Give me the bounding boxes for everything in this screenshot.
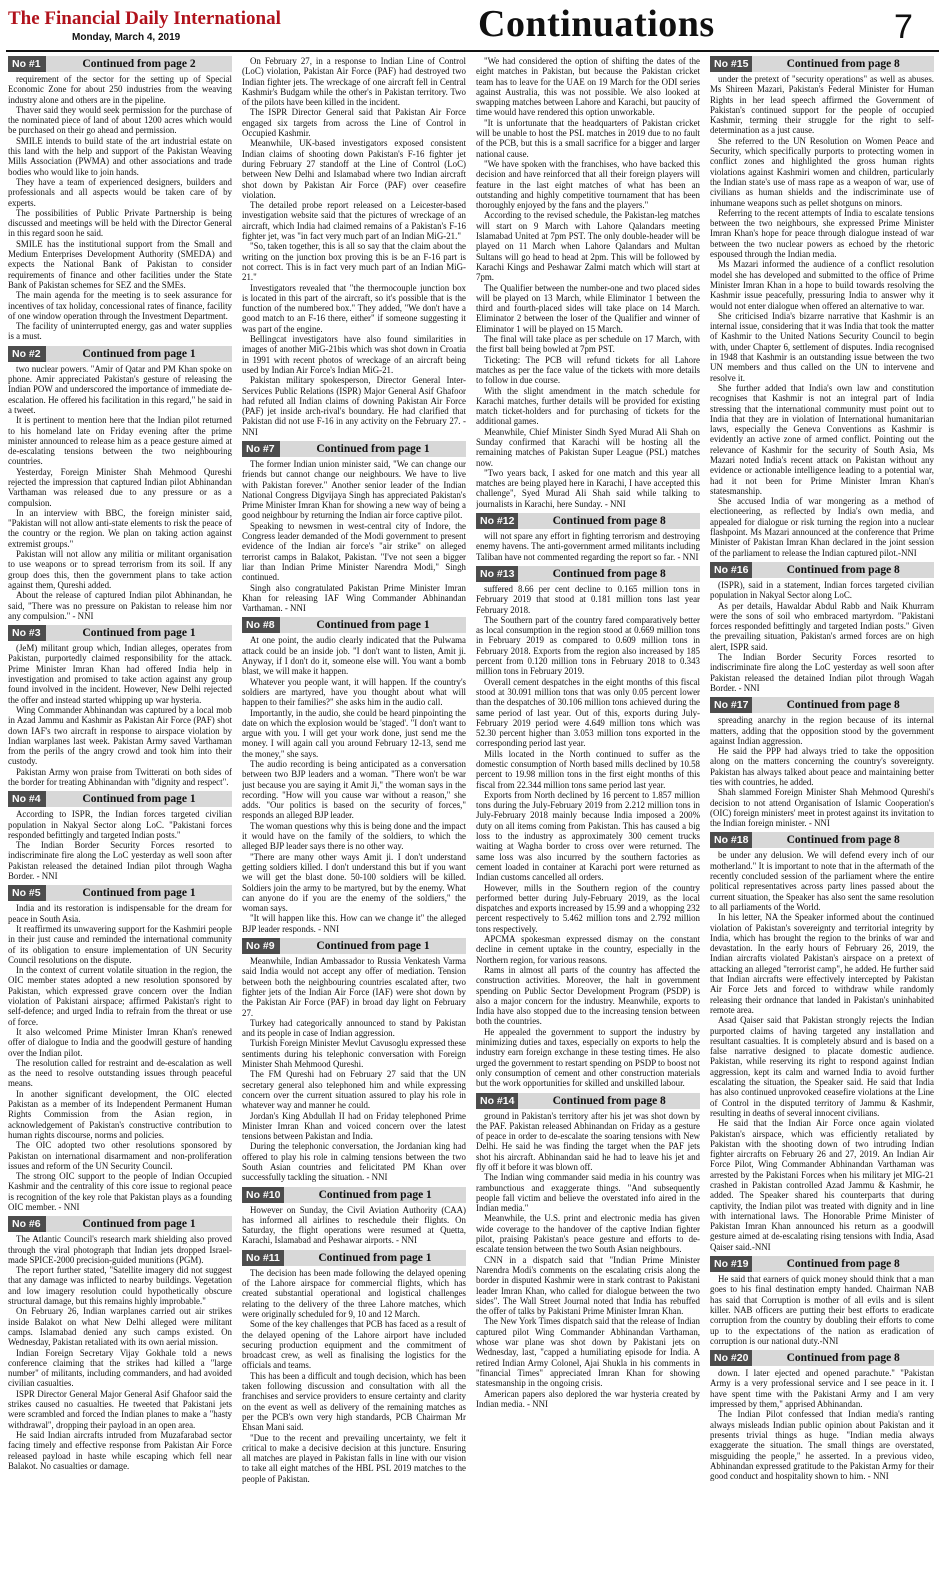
paragraph: SMILE has the institutional support from the Small and Medium Enterprises Development Authority (SMEDA) and expects the National Bank of Pakistan to consider requirements of finance and other facilities under the State Bank of Pakistan schemes for SEZ and the SMEs. — [8, 238, 232, 290]
article-number: No #6 — [8, 1216, 46, 1232]
paragraph: The main agenda for the meeting is to seek assurance for incentives of tax holiday, concessional rates of finance, facility of one window operation through the Investment Department. — [8, 290, 232, 321]
article-title: Continued from page 8 — [786, 58, 900, 70]
article-title: Continued from page 8 — [786, 699, 900, 712]
article-title: Continued from page 2 — [82, 58, 196, 70]
paragraph: She criticised India's bizarre narrative that Kashmir is an internal issue, considering that it was India that took the matter of Kashmir to the United Nations Security Council to begin with, under Chapter 6, settlement of disputes. India recognised in 1948 that Kashmir is an outstanding issue between the two UN members and thus called on the UN to intervene and resolve it. — [710, 310, 934, 383]
paragraph: The former Indian union minister said, "We can change our friends but cannot change our neighbours. We have to live with Pakistan forever." Another senior leader of the Indian National Congress Digvijaya Singh has appreciated Pakistan's Prime Minister Imran Khan for showing a new way of being a good neighbour by returning the Indian air force captive pilot. — [242, 458, 466, 521]
article — [242, 1250, 466, 1484]
article-number: No #19 — [710, 1256, 752, 1272]
article-body — [8, 74, 232, 342]
article-body — [8, 364, 232, 621]
column-4 — [710, 56, 934, 1573]
paragraph: During the telephonic conversation, the Jordanian king had offered to play his role in calming tensions between the two South Asian countries and felicitated PM Khan over successfully tackling the situation. - NNI — [242, 1141, 466, 1183]
paragraph: Wing Commander Abhinandan was captured by a local mob in Azad Jammu and Kashmir as Pakistan Air Force (PAF) shot down IAF's two aircraft in response to airspace violation by Indian warplanes last week. Pakistan Army saved Varthaman from the perils of the angry crowd and took him into their custody. — [8, 704, 232, 767]
paragraph: The resolution called for restraint and de-escalation as well as the need to resolve outstanding issues through peaceful means. — [8, 1057, 232, 1089]
paragraph: Mills located in the North continued to suffer as the domestic consumption of North based mills declined by 10.58 percent to 19.98 million tons in the first eight months of this fiscal from 22.344 million tons same period last year. — [476, 748, 700, 790]
article-title: Continued from page 8 — [786, 563, 900, 576]
paragraph: Jordan's King Abdullah II had on Friday telephoned Prime Minister Imran Khan and voiced concern over the latest tensions between Pakistan and India. — [242, 1110, 466, 1142]
paragraph: It also welcomed Prime Minister Imran Khan's renewed offer of dialogue to India and the goodwill gesture of handing over the Indian pilot. — [8, 1026, 232, 1058]
paragraph: The audio recording is being anticipated as a conversation between two BJP leaders and a woman. "There won't be war just because you are saying it Amit Ji," the woman says in the recording. "How will you cause war without a reason," she adds. "Our politics is based on the security of forces," responds an alleged BJP leader. — [242, 759, 466, 821]
article-header — [710, 562, 934, 578]
article-title: Continued from page 8 — [786, 1352, 900, 1365]
paragraph: Ms Mazari informed the audience of a conflict resolution model she has developed and submitted to the office of Prime Minister Imran Khan in a hope to build towards resolving the Kashmir issue peacefully, pressuring India to answer why it would not enter dialogue when offered an alternative to war. — [710, 259, 934, 311]
article — [242, 1187, 466, 1246]
article-number: No #5 — [8, 885, 46, 901]
paragraph: The Indian Pilot confessed that Indian media's ranting always misleads Indian public opinion about Pakistan and it presents trivial things as huge. "Indian media always exaggerate the situation. The small things are overstated, misguiding the people," he asserted. In a previous video, Abhinandan expressed gratitude to the Pakistan Army for their good conduct and hospitality shown to him. - NNI — [710, 1409, 934, 1482]
article — [710, 1350, 934, 1481]
article-title: Continued from page 1 — [82, 1218, 196, 1231]
paragraph: About the release of captured Indian pilot Abhinandan, he said, "There was no pressure on Pakistan to release him nor any compulsion." - NNI — [8, 590, 232, 621]
article-body — [710, 74, 934, 558]
paragraph: Indian Foreign Secretary Vijay Gokhale told a news conference claiming that the strikes had killed a "large number" of militants, including commanders, and had avoided civilian casualties. — [8, 1347, 232, 1389]
article-body — [476, 584, 700, 1089]
paragraph: "We had considered the option of shifting the dates of the eight matches in Pakistan, but because the Pakistan cricket team has to leave for the UAE on 19 March for the ODI series against Australia, this was not possible. We also looked at swapping matches between Lahore and Karachi, but paucity of time would have rendered this option unworkable. — [476, 56, 700, 118]
article-header — [8, 346, 232, 362]
paragraph: The final will take place as per schedule on 17 March, with the first ball being bowled at 7pm PST. — [476, 334, 700, 355]
article-number: No #15 — [710, 56, 752, 72]
article-title: Continued from page 1 — [318, 1188, 432, 1201]
paragraph: Thaver said they would seek permission for the purchase of the nominated piece of land of about 1200 acres which would be purchased on their go ahead and permission. — [8, 104, 232, 136]
paragraph: spreading anarchy in the region because of its internal matters, adding that the opposition stood by the government against Indian aggression. — [710, 715, 934, 746]
paragraph: The New York Times dispatch said that the release of Indian captured pilot Wing Commander Abhinandan Varthaman, whose war plane was shot down by Pakistani jets on Wednesday, last, "capped a humiliating episode for India. A retired Indian Army Colonel, Ajai Shukla in his comments in "financial Times" appreciated Imran Khan for showing statesmanship in the ongoing crisis. — [476, 1316, 700, 1389]
paragraph: Pakistan will not allow any militia or militant organisation to use weapons or to spread terrorism from its soil. If any group does this, then the government plans to take action against them, Qureshi added. — [8, 549, 232, 590]
paragraph: The woman questions why this is being done and the impact it would have on the family of the soldiers, to which the alleged BJP leader says there is no other way. — [242, 820, 466, 852]
paragraph: Meanwhile, the U.S. print and electronic media has given wide coverage to the handover of the captive Indian fighter pilot, praising Pakistan's peace gesture and efforts to de-escalate tension between the two South Asian neighbours. — [476, 1213, 700, 1255]
paragraph: However, mills in the Southern region of the country performed better during July-February 2019, as the local dispatches and exports increased by 15.99 and a whopping 232 percent respectively to 5.462 million tons and 2.792 million tons respectively. — [476, 882, 700, 934]
paragraph: The ISPR Director General said that Pakistan Air Force engaged six targets from across the Line of Control in Occupied Kashmir. — [242, 107, 466, 139]
article-body — [476, 56, 700, 509]
article-header — [476, 513, 700, 529]
article — [710, 562, 934, 693]
paragraph: Turkish Foreign Minister Mevlut Cavusoglu expressed these sentiments during his telephonic conversation with Foreign Minister Shah Mehmood Qureshi. — [242, 1038, 466, 1070]
article-body — [476, 1111, 700, 1410]
article-title: Continued from page 8 — [552, 1094, 666, 1107]
paragraph: This has been a difficult and tough decision, which has been taken following discussion and consultation with all the franchises and service providers to ensure certainty and clarity on the event as well as delivery of the remaining matches as per the PCB's own very high standards, PCB Chairman Mr Ehsan Mani said. — [242, 1370, 466, 1433]
article-header — [8, 1216, 232, 1232]
paragraph: The OIC adopted two other resolutions sponsored by Pakistan on international disarmament and non-proliferation issues and reform of the UN Security Council. — [8, 1140, 232, 1171]
paragraph: Meanwhile, Indian Ambassador to Russia Venkatesh Varma said India would not accept any offer of mediation. Tension between both the neighbouring countries escalated after, two fighter jets of the Indian Air Force (IAF) were shot down by the Pakistan Air Force (PAF) in broad day light on February 27. — [242, 956, 466, 1018]
paragraph: He said that the Indian Air Force once again violated Pakistan's airspace, which was efficiently retaliated by Pakistan with the shooting down of two intruding Indian fighter aircrafts on February 26 and 27, 2019. An Indian Air Force Pilot, Wing Commander Abhinandan Varthaman was arrested by the Pakistani Forces when his military jet MIG-21 crashed in Pakistan controlled Azad Jammu & Kashmir, he added. The Speaker shared his counterparts that during captivity, the Indian pilot was treated with dignity and in line with international laws. The Honorable Prime Minister of Pakistan Imran Khan announced his return as a goodwill gesture aimed at de-escalating rising tensions with India, Asad Qaiser said.-NNI — [710, 1118, 934, 1252]
paragraph: "It is unfortunate that the headquarters of Pakistan cricket will be unable to host the PSL matches in 2019 due to no fault of the PCB, but this is a small sacrifice for a bigger and larger national cause. — [476, 117, 700, 159]
article — [8, 791, 232, 881]
column-1 — [8, 56, 232, 1573]
article-body — [242, 635, 466, 934]
paragraph: The Atlantic Council's research mark shielding also proved through the viral photograph that Indian jets dropped Israel-made SPICE-2000 precision-guided munitions (PGM). — [8, 1234, 232, 1265]
article-number: No #17 — [710, 697, 752, 713]
article-number: No #14 — [476, 1093, 518, 1109]
issue-date: Monday, March 4, 2019 — [72, 32, 181, 43]
article-body — [242, 459, 466, 613]
column-3 — [476, 56, 700, 1573]
article-header — [242, 938, 466, 954]
article-header — [710, 1256, 934, 1272]
paragraph: "It will happen like this. How can we change it" the alleged BJP leader responds. - NNI — [242, 913, 466, 934]
article-number: No #8 — [242, 617, 280, 633]
paragraph: "We have spoken with the franchises, who have backed this decision and have reinforced that all their foreign players will feature in the last eight matches of what has been an outstanding and highly competitive tournament that has been thoroughly enjoyed by the fans and the players." — [476, 158, 700, 211]
paragraph: In his letter, NA the Speaker informed about the continued violation of Pakistan's sovereignty and territorial integrity by India, which has brought the region to the brinks of war and devastation. In the early hours of February 26, 2019, the Indian aircrafts violated Pakistan's airspace on a pretext of attacking an alleged "terrorist camp", he added. He further said that Indian aircrafts were effectively intercepted by Pakistan Air Force Jets and forced to withdraw while randomly releasing their ordnance that landed in Pakistan's uninhabited remote area. — [710, 912, 934, 1015]
article-title: Continued from page 8 — [786, 834, 900, 847]
paragraph: On February 27, in a response to Indian Line of Control (LoC) violation, Pakistan Air Force (PAF) had destroyed two Indian fighter jets. The wreckage of one aircraft fell in Central Kashmir's Budgam while the other's in Pakistan territory. Two of the pilots have been killed in the incident. — [242, 56, 466, 108]
article — [8, 346, 232, 621]
article-header — [476, 1093, 700, 1109]
paragraph: On February 26, Indian warplanes carried out air strikes inside Balakot on what New Delhi alleged were militant camps. Islamabad denied any such camps existed. On Wednesday, Pakistan retaliated with its own aerial mission. — [8, 1306, 232, 1348]
article-header — [242, 441, 466, 457]
article-number: No #16 — [710, 562, 752, 578]
article — [8, 1216, 232, 1471]
article-title: Continued from page 1 — [318, 1251, 432, 1264]
paragraph: As per details, Hawaldar Abdul Rabb and Naik Khurram were the sons of soil who embraced martyrdom. "Pakistani forces responded befittingly and targeted Indian posts." Given the prevailing situation, Pakistan's armed forces are on high alert, ISPR said. — [710, 600, 934, 652]
article-body — [476, 531, 700, 562]
article-number: No #20 — [710, 1350, 752, 1366]
paragraph: The report further stated, "Satellite imagery did not suggest that any damage was inflicted to nearby buildings. Vegetation and low imagery resolution could hypothetically obscure structural damage, but this remains highly improbable." — [8, 1265, 232, 1307]
paragraph: Some of the key challenges that PCB has faced as a result of the delayed opening of the Lahore airport have included securing production equipment and the commitment of broadcast crew, as well as finalising the logistics for the officials and teams. — [242, 1319, 466, 1371]
article-title: Continued from page 1 — [316, 619, 430, 632]
paragraph: In the context of current volatile situation in the region, the OIC member states adopted a new resolution sponsored by Pakistan, which expressed grave concern over the Indian violation of Pakistani airspace; affirmed Pakistan's right to self-defence; and urged India to refrain from the threat or use of force. — [8, 965, 232, 1027]
article-header — [8, 56, 232, 72]
article-number: No #2 — [8, 346, 46, 362]
columns-container — [8, 56, 938, 1573]
paragraph: She referred to the UN Resolution on Women Peace and Security, which specifically purports to protecting women in conflict zones and highlighted the gross human rights violations against Kashmiri women and children, particularly the Indian state's use of mass rape as a weapon of war, use of civilians as human shields and the indiscriminate use of inhumane weapons such as pellet shotguns on minors. — [710, 135, 934, 208]
article-body — [710, 1274, 934, 1346]
paragraph: She further added that India's own law and constitution recognises that Kashmir is not an integral part of India stressing that the international community must point out to India that they are in violation of International humanitarian laws, especially the Geneva Conventions as Kashmir is evidently an active zone of armed conflict. Pointing out the relevance of Kashmir for the security of South Asia, Ms Mazari noted India's recent attack on Pakistan without any evidence or actionable intelligence leading to a potential war, had it not been for Prime Minister Imran Khan's statesmanship. — [710, 382, 934, 496]
article-header — [242, 1250, 466, 1266]
paragraph: two nuclear powers. "Amir of Qatar and PM Khan spoke on phone. Amir appreciated Pakistan's gesture of releasing the Indian POW and underscored the importance of immediate de-escalation. He offered his facilitation in this regard," he said in a tweet. — [8, 363, 232, 415]
paragraph: He said the PPP had always tried to take the opposition along on the matters concerning the country's sovereignty. Pakistan has always talked about peace and maintaining better ties with countries, he added. — [710, 746, 934, 787]
article-number: No #11 — [242, 1250, 284, 1266]
paragraph: The facility of uninterrupted energy, gas and water supplies is a must. — [8, 321, 232, 342]
paragraph: The detailed probe report released on a Leicester-based investigation website said that the pictures of wreckage of an aircraft, which India had claimed remains of a Pakistan's F-16 fighter jet, was "in fact very much part of an Indian MiG-21." — [242, 200, 466, 242]
article-header — [710, 697, 934, 713]
article — [710, 697, 934, 828]
paragraph: be under any delusion. We will defend every inch of our motherland." It is important to note that in the aftermath of the recently concluded session of the parliament where the entire political representatives across party lines passed about the current situation, the Speaker has also sent the same resolution to all parliaments of the World. — [710, 850, 934, 912]
article — [8, 56, 232, 342]
article-body — [242, 956, 466, 1183]
article-body — [242, 1268, 466, 1484]
article-header — [710, 1350, 934, 1366]
paragraph: He said Indian aircrafts intruded from Muzafarabad sector facing timely and effective response from Pakistan Air Force released payload in haste while escaping which fell near Balakot. No casualties or damage. — [8, 1429, 232, 1471]
article-number: No #10 — [242, 1187, 284, 1203]
paragraph: Importantly, in the audio, she could be heard pinpointing the date on which the explosion would be 'staged'. "I don't want to argue with you. I will get your work done, just send me the money. I will again call you around February 12-13, send me the money," she says. — [242, 707, 466, 759]
masthead-rule — [6, 50, 939, 52]
article — [476, 56, 700, 509]
paragraph: They have a team of experienced designers, builders and professionals and all aspects would be taken care of by experts. — [8, 176, 232, 208]
paragraph: He appealed the government to support the industry by minimizing duties and taxes, especially on exports to help the industry earn foreign exchange in these testing times. He also urged the government to restart spending on PSDP to boost not only consumption of cement and other construction materials but the work opportunities for skilled and unskilled labour. — [476, 1026, 700, 1089]
article — [242, 56, 466, 437]
masthead — [0, 0, 945, 48]
article — [476, 513, 700, 562]
paragraph: "Two years back, I asked for one match and this year all matches are being played here in Karachi, I have accepted this challenge", Syed Murad Ali Shah said while talking to journalists in Karachi, here Sunday. - NNI — [476, 467, 700, 509]
article-body — [710, 715, 934, 828]
article-number: No #12 — [476, 513, 518, 529]
article-number: No #7 — [242, 441, 280, 457]
paragraph: The strong OIC support to the people of Indian Occupied Kashmir and the centrality of this core issue to regional peace is recognition of the key role that Pakistan plays as a founding OIC member. - NNI — [8, 1171, 232, 1212]
paragraph: Overall cement despatches in the eight months of this fiscal stood at 30.091 million tons that was only 0.05 percent lower than the despatches of 30.106 million tons achieved during the same period of last year. Out of this, exports during July-February 2019 period were 4.649 million tons which was 52.30 percent higher than 3.053 million tons exported in the corresponding period last year. — [476, 676, 700, 749]
article-body — [710, 1368, 934, 1481]
article-body — [710, 580, 934, 693]
article-body — [242, 1205, 466, 1246]
article-body — [8, 1234, 232, 1471]
article-number: No #13 — [476, 566, 518, 582]
paragraph: In another significant development, the OIC elected Pakistan as a member of its Independent Permanent Human Rights Commission from the Asian region, in acknowledgement of Pakistan's constructive contribution to human rights discourse, norms and policies. — [8, 1088, 232, 1140]
column-2 — [242, 56, 466, 1573]
article — [242, 441, 466, 613]
paragraph: It is pertinent to mention here that the Indian pilot returned to his homeland late on Friday evening after the prime minister announced to release him as a peace gesture aimed at de-escalating tensions between the two neighbouring countries. — [8, 415, 232, 467]
article-header — [242, 617, 466, 633]
paragraph: Meanwhile, UK-based investigators exposed consistent Indian claims of shooting down Pakistan's F-16 fighter jet during February 27 standoff at the Line of Control (LoC) between New Delhi and Islamabad where two Indian aircraft shot down by Pakistan Air Force (PAF) over ceasefire violation. — [242, 138, 466, 200]
paragraph: She accused India of war mongering as a method of electioneering, as reflected by India's own media, and appealed for dialogue or risk turning the region into a nuclear flashpoint. Ms Mazari announced at the conference that Prime Minister of Pakistan Imran Khan declared in the joint session of the parliament to release the Indian captured pilot.-NNI — [710, 496, 934, 558]
paragraph: Pakistan military spokesperson, Director General Inter-Services Public Relations (ISPR) Major General Asif Ghafoor had refuted all Indian claims of downing Pakistan Air Force (PAF) jet inside arch-rival's boundary. He had clarified that Pakistan did not use F-16 in any activity on the February 27. - NNI — [242, 375, 466, 437]
article-body — [710, 850, 934, 1252]
article-number: No #18 — [710, 832, 752, 848]
paragraph: "There are many other ways Amit ji. I don't understand getting soldiers killed. I don't understand this but if you want we will get the blast done. 50-100 soldiers will be killed. Soldiers join the army to be martyred, but by the enemy. What can anyone do if you are the enemy of the soldiers," the woman says. — [242, 851, 466, 914]
paragraph: It reaffirmed its unwavering support for the Kashmiri people in their just cause and reminded the international community of its obligation to ensure implementation of UN Security Council resolutions on the dispute. — [8, 923, 232, 965]
paragraph: The possibilities of Public Private Partnership is being discussed and meetings will be held with the Director General in this regard soon he said. — [8, 207, 232, 239]
article-header — [8, 625, 232, 641]
article — [476, 566, 700, 1089]
article — [242, 617, 466, 934]
paragraph: Investigators revealed that "the thermocouple junction box is located in this part of the aircraft, so it's possible that is the function of the numbered box." They added, "We don't have a good match to an F-16 there, either" if someone suggesting it was part of the engine. — [242, 282, 466, 334]
paragraph: American papers also deplored the war hysteria created by Indian media. - NNI — [476, 1388, 700, 1409]
paragraph: Exports from North declined by 16 percent to 1.857 million tons during the July-February 2019 from 2.212 million tons in July-February 2018 mainly because India imposed a 200% duty on all items coming from Pakistan. This has caused a big loss to the industry as approximately 300 cement trucks waiting at Wagha border to cross over were returned. The same loss was also incurred by the southern factories as cement loaded in container at Karachi port were returned as Indian customs cancelled all orders. — [476, 789, 700, 883]
paragraph: According to ISPR, the Indian forces targeted civilian population in Nakyal Sector along LoC. "Pakistani forces responded befittingly and targeted Indian posts." — [8, 809, 232, 840]
paragraph: (ISPR), said in a statement, Indian forces targeted civilian population in Nakyal Sector along LoC. — [710, 579, 934, 601]
paragraph: The Indian wing commander said media in his country was rambunctious and exaggerate things. "And subsequently people fall victim and believe the overstated info aired in the Indian media." — [476, 1172, 700, 1214]
article-title: Continued from page 8 — [552, 515, 666, 528]
article-header — [242, 1187, 466, 1203]
article — [8, 625, 232, 787]
paragraph: The FM Qureshi had on February 27 said that the UN secretary general also telephoned him and while expressing concern over the current situation assured to play his role in whatever way and manner he could. — [242, 1069, 466, 1111]
paragraph: Yesterday, Foreign Minister Shah Mehmood Qureshi rejected the impression that captured Indian pilot Abhinandan Varthaman was released due to any pressure or as a compulsion. — [8, 466, 232, 508]
paragraph: Ticketing: The PCB will refund tickets for all Lahore matches as per the face value of the tickets with more details to follow in due course. — [476, 354, 700, 386]
article — [710, 56, 934, 558]
paragraph: ISPR Director General Major General Asif Ghafoor said the strikes caused no casualties. He tweeted that Pakistani jets were scrambled and forced the Indian planes to make a "hasty withdrawal", dropping their payload in an open area. — [8, 1388, 232, 1430]
paragraph: Speaking to newsmen in west-central city of Indore, the Congress leader demanded of the Modi government to present evidence of the Indian air force's "air strike" on alleged terrorist camps in Balakot, Pakistan. "I've not seen a bigger liar than Indian Prime Minister Narendra Modi," Singh continued. — [242, 520, 466, 583]
article — [710, 1256, 934, 1346]
article-number: No #9 — [242, 938, 280, 954]
paragraph: "So, taken together, this is all so say that the claim about the writing on the junction box proving this is be an F-16 part is not correct. This is in fact very much part of an Indian MiG-21." — [242, 241, 466, 283]
paragraph: Singh also congratulated Pakistan Prime Minister Imran Khan for releasing IAF Wing Commander Abhinandan Varthaman. - NNI — [242, 582, 466, 614]
newspaper-name: The Financial Daily International — [8, 8, 281, 29]
article-number: No #3 — [8, 625, 46, 641]
paragraph: Turkey had categorically announced to stand by Pakistan and its people in case of Indian aggression. — [242, 1017, 466, 1039]
paragraph: "Due to the recent and prevailing uncertainty, we felt it critical to make a decisive decision at this juncture. Ensuring all matches are played in Pakistan falls in line with our vision to take all eight matches of the HBL PSL 2019 matches to the people of Pakistan. — [242, 1432, 466, 1484]
article-number: No #1 — [8, 56, 46, 72]
article-header — [8, 885, 232, 901]
paragraph: Bellingcat investigators have also found similarities in images of another MiG-21bis which was shot down in Croatia in 1991 with recent photos of wreckage of an aircraft being used by Indian Air Force's Indian MiG-21. — [242, 334, 466, 375]
paragraph: under the pretext of "security operations" as well as abuses. Ms Shireen Mazari, Pakistan's Federal Minister for Human Rights in her lead speech affirmed the Government of Pakistan's continued support for the people of occupied Kashmir, terming their struggle for the right to self-determination as a just cause. — [710, 74, 934, 136]
article-header — [710, 832, 934, 848]
paragraph: The Southern part of the country fared comparatively better as local consumption in the region stood at 0.669 million tons in February 2019 as compared to 0.609 million tons in February 2018. Exports from the region also increased by 185 percent from 0.120 million tons in February 2018 to 0.343 million tons in February 2019. — [476, 614, 700, 677]
article-number: No #4 — [8, 791, 46, 807]
article-body — [8, 643, 232, 787]
article-title: Continued from page 1 — [316, 940, 430, 953]
paragraph: The Indian Border Security Forces resorted to indiscriminate fire along the LoC yesterday as well soon after Pakistan released the detained Indian pilot through Wagha Border. - NNI — [8, 840, 232, 882]
paragraph: APCMA spokesman expressed dismay on the constant decline in cement uptake in the country, especially in the Northern region, for various reasons. — [476, 934, 700, 965]
article-title: Continued from page 1 — [316, 442, 430, 455]
page-number: 7 — [894, 8, 913, 46]
paragraph: Shah slammed Foreign Minister Shah Mehmood Qureshi's decision to not attend Organisation of Islamic Cooperation's (OIC) foreign ministers' meet in protest against its invitation to the Indian foreign minister. - NNI — [710, 787, 934, 829]
section-title: Continuations — [478, 3, 715, 45]
article — [476, 1093, 700, 1410]
article — [710, 832, 934, 1252]
paragraph: The Indian Border Security Forces resorted to indiscriminate fire along the LoC yesterday as well soon after Pakistan released the detained Indian pilot through Wagah Border. - NNI — [710, 652, 934, 693]
article-title: Continued from page 1 — [82, 887, 196, 900]
article-header — [710, 56, 934, 72]
article-body — [242, 56, 466, 437]
paragraph: The decision has been made following the delayed opening of the Lahore airspace for commercial flights, which has created substantial operational and logistical challenges relating to the delivery of the three Lahore matches, which were originally scheduled for 9, 10 and 12 March. — [242, 1267, 466, 1319]
article-title: Continued from page 1 — [82, 627, 196, 640]
paragraph: Rams in almost all parts of the country has affected the construction activities. Moreover, the halt in government spending on Public Sector Development Program (PSDP) is also a major concern for the industry. Meanwhile, exports to India have also stopped due to the increasing tension between both the countries. — [476, 964, 700, 1027]
paragraph: India and its restoration is indispensable for the dream for peace in South Asia. — [8, 903, 232, 924]
paragraph: Referring to the recent attempts of India to escalate tensions between the two neighbours, she expressed Prime Minister Imran Khan's hope for peace through dialogue instead of war between the two nuclear powers as echoed by the rhetoric espoused through the Indian media. — [710, 207, 934, 260]
article-title: Continued from page 1 — [82, 793, 196, 806]
article-body — [8, 809, 232, 881]
paragraph: He said that earners of quick money should think that a man goes to his final destination empty handed. Chairman NAB has said that Corruption is mother of all evils and is silent killer. NAB officers are putting their best efforts to eradicate corruption from the country by doubling their efforts to come up to the expectations of the nation as eradication of corruption is our national duty.-NNI — [710, 1274, 934, 1346]
paragraph: SMILE intends to build state of the art industrial estate on this land with the help and support of the Pakistan Weaving Mills Association (PWMA) and other associations and trade bodies who would like to join hands. — [8, 135, 232, 177]
paragraph: According to the revised schedule, the Pakistan-leg matches will start on 9 March with Lahore Qalandars meeting Islamabad United at 7pm PST. The only double-header will be played on 11 March when Lahore Qalandars and Multan Sultans will go head to head at 2pm. This will be followed by Karachi Kings and Peshawar Zalmi match which will start at 7pm. — [476, 210, 700, 283]
article-header — [476, 566, 700, 582]
article-title: Continued from page 1 — [82, 347, 196, 360]
article-title: Continued from page 8 — [552, 567, 666, 580]
paragraph: However on Sunday, the Civil Aviation Authority (CAA) has informed all airlines to reschedule their flights. On Saturday, the flight operations were resumed at Quetta, Karachi, Islamabad and Peshawar airports. - NNI — [242, 1204, 466, 1246]
paragraph: requirement of the sector for the setting up of Special Economic Zone for about 250 industries from the weaving industry alone and others are in the pipeline. — [8, 74, 232, 105]
paragraph: will not spare any effort in fighting terrorism and destroying enemy havens. The anti-government armed militants including Taliban have not commented regarding the report so far. - NNI — [476, 531, 700, 562]
paragraph: Asad Qaiser said that Pakistan strongly rejects the Indian purported claims of having targeted any installation and resultant casualties. It is completely absurd and is based on a false narrative designed to placate domestic audience. Pakistan, while reserving its right to respond against Indian aggression, kept its calm and warned India to avoid further escalating the situation, the Speaker said. He said that India has also continued unprovoked ceasefire violations at the Line of Control in the disputed territory of Jammu & Kashmir, resulting in deaths of several innocent civilians. — [710, 1015, 934, 1118]
article — [8, 885, 232, 1212]
article — [242, 938, 466, 1183]
article-title: Continued from page 8 — [786, 1258, 900, 1271]
paragraph: In an interview with BBC, the foreign minister said, "Pakistan will not allow anti-state elements to risk the peace of the country or the region. We plan on taking action against extremist groups." — [8, 507, 232, 549]
paragraph: Meanwhile, Chief Minister Sindh Syed Murad Ali Shah on Sunday confirmed that Karachi will be hosting all the remaining matches of Pakistan Super League (PSL) matches now. — [476, 426, 700, 468]
paragraph: (JeM) militant group which, Indian alleges, operates from Pakistan, purportedly claimed responsibility for the attack. Prime Minister Imran Khan had offered India help in investigation and promised to take action against any group found involved in the incident. However, New Delhi rejected the offer and instead started whipping up war hysteria. — [8, 643, 232, 705]
paragraph: CNN in a dispatch said that "Indian Prime Minister Narendra Modi's comments on the escalating crisis along the border in disputed Kashmir were in stark contrast to Pakistani leader Imran Khan, who called for dialogue between the two sides". The Wall Street Journal noted that India has rebuffed the offer of talks by Pakistani Prime Minister Imran Khan. — [476, 1254, 700, 1317]
paragraph: Pakistan Army won praise from Twitterati on both sides of the border for treating Abhinandan with "dignity and respect". — [8, 766, 232, 787]
paragraph: At one point, the audio clearly indicated that the Pulwama attack could be an inside job. "I don't want to listen, Amit ji. Anyway, if I don't do it, someone else will. You want a bomb blast, we will make it happen. — [242, 635, 466, 677]
article-header — [8, 791, 232, 807]
paragraph: With the slight amendment in the match schedule for Karachi matches, further details will be provided for existing match ticket-holders and for purchasing of tickets for the additional games. — [476, 385, 700, 427]
paragraph: Whatever you people want, it will happen. If the country's soldiers are martyred, have you thought about what will happen to their families?" she asks him in the audio call. — [242, 676, 466, 708]
article-body — [8, 903, 232, 1212]
paragraph: The Qualifier between the number-one and two placed sides will be played on 13 March, while Eliminator 1 between the third and fourth-placed sides will take place on 14 March. Eliminator 2 between the loser of the Qualifier and winner of Eliminator 1 will be played on 15 March. — [476, 282, 700, 334]
paragraph: suffered 8.66 per cent decline to 0.165 million tons in February 2019 that stood at 0.181 million tons last year February 2018. — [476, 583, 700, 615]
paragraph: down. I later ejected and opened parachute." "Pakistan Army is a very professional service and I see peace in it. I have spent time with the Pakistani Army and I am very impressed by them," apprised Abhinandan. — [710, 1368, 934, 1410]
paragraph: ground in Pakistan's territory after his jet was shot down by the PAF. Pakistan released Abhinandan on Friday as a gesture of peace in order to de-escalate the soaring tensions with New Delhi. He said he was finding the target when the PAF jets shot his aircraft. Abhinandan said he had to leave his jet and fly off it before it was blown off. — [476, 1110, 700, 1172]
